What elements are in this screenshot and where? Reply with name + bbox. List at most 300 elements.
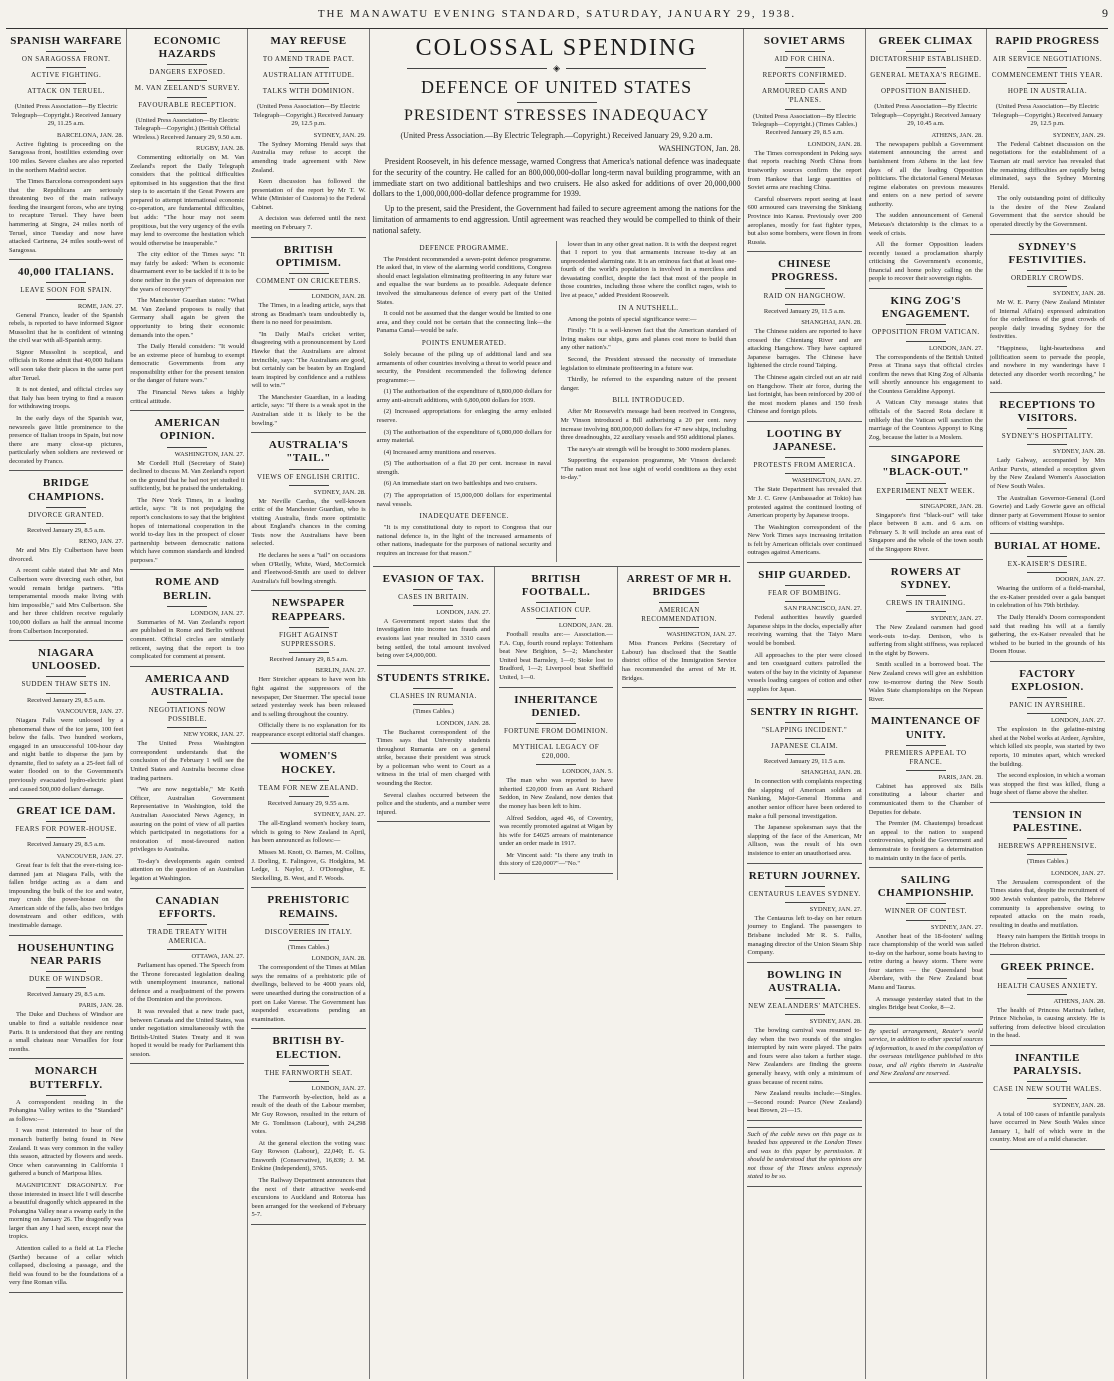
article <box>9 266 123 471</box>
divider <box>536 602 576 603</box>
divider <box>1027 572 1067 573</box>
article <box>747 870 861 963</box>
article-paragraph: The Railway Department announces that the next of their attractive week-end excursions to Auckland and Rotorua has been arranged for the weekend of February 5-7. <box>251 1177 366 1219</box>
article-subheadline: PANIC IN AYRSHIRE. <box>1009 701 1086 710</box>
article-paragraph: Football results are:— Association.—F.A. Cup, fourth round replays: Tottenham beat New Brighton, 5—2; Manchester United beat Barnsley, 1—0; Stoke lost to Bradford, 1—2; Liverpool beat Sheffield United, 1—0. <box>499 631 613 681</box>
divider <box>46 987 86 988</box>
article-separator <box>130 569 244 570</box>
article-footnote: Such of the cable news on this page as is headed has appeared in the London Times and was to this paper by permission. It should be understood that the opinions are not those of the Times unless expressly stated to be so. <box>747 1127 861 1182</box>
article <box>990 961 1105 1046</box>
article-paragraph: The Duke and Duchess of Windsor are unable to find a suitable residence near Paris. It is understood that they are renting a small chateau near Versailles for four months. <box>9 1011 124 1053</box>
divider <box>46 51 86 52</box>
article-paragraph: The Bucharest correspondent of the Times says that University students throughout Rumania are on a general strike, because their president was struck by a policeman who went to Court as a witness in the trial of men charged with wounding the Rector. <box>376 728 491 787</box>
article-subheadline: OPPOSITION BANISHED. <box>880 87 971 96</box>
divider <box>289 1081 329 1082</box>
article-paragraph: A correspondent residing in the Pohangina Valley writes to the "Standard" as follows:— <box>9 1098 124 1123</box>
article-subheadline: ARMOURED CARS AND 'PLANES. <box>762 87 848 105</box>
article-subheadline: JAPANESE CLAIM. <box>771 741 839 750</box>
article-separator <box>130 666 244 667</box>
article-subheadline: FAVOURABLE RECEPTION. <box>138 100 237 109</box>
article <box>869 35 983 289</box>
divider <box>413 688 453 689</box>
article-headline: INHERITANCE DENIED. <box>514 693 598 719</box>
article-subheadline: VIEWS OF ENGLISH CRITIC. <box>257 472 361 481</box>
article-separator <box>130 888 244 889</box>
article-credit: Received January 29, 11.5 a.m. <box>763 307 846 315</box>
article-separator <box>990 661 1105 662</box>
article-paragraph: To-day's developments again centred attention on the question of an Australian legation at Washington. <box>130 857 245 882</box>
article-separator <box>747 863 861 864</box>
divider <box>46 676 86 677</box>
article-separator <box>990 954 1105 955</box>
article-paragraph: Great fear is felt that the ever-rising ice-damned jam at Niagara Falls, with the fallen bridge acting as a dam and impounding the bulk of the ice and water, may crush the power-house on the American side of the falls, also two bridges downstream and other edifices, with inestimable damage. <box>9 861 124 929</box>
article-subheadline: SYDNEY'S HOSPITALITY. <box>1001 432 1094 441</box>
article-subheadline: ATTACK ON TERUEL. <box>27 87 105 96</box>
divider <box>517 102 597 103</box>
article-headline: EVASION OF TAX. <box>382 572 485 585</box>
article-dateline: SYDNEY, JAN. 27. <box>930 615 983 623</box>
divider <box>906 595 946 596</box>
article-headline: SPANISH WARFARE <box>10 35 122 47</box>
article-separator <box>869 708 983 709</box>
article-paragraph: The correspondents of the British United Press at Tirana says that official circles confirm the news that King Zog of Albania will shortly announce his engagement to the Countess Geraldine Apponyi. <box>868 353 983 395</box>
article-separator <box>499 873 613 874</box>
article <box>747 569 861 699</box>
lead-headline: COLOSSAL SPENDING <box>415 35 698 61</box>
article-subheadline: EX-KAISER'S DESIRE. <box>1007 560 1088 569</box>
lead-subheadline: DEFENCE OF UNITED STATES <box>421 77 693 97</box>
article <box>377 672 491 823</box>
divider <box>906 770 946 771</box>
article-headline: NEWSPAPER REAPPEARS. <box>271 597 346 623</box>
divider <box>536 723 576 724</box>
article-paragraph: A recent cable stated that Mr and Mrs Culbertson were divorcing each other, but would remain bridge partners. "His temperamental moods make living with him impossible," said Mrs Culbertson. She and her three children receive regularly 100,000 dollars as half the annual income from Culbertson Incorporated. <box>9 567 124 635</box>
article-separator <box>747 1120 861 1121</box>
article <box>9 647 123 799</box>
article-separator <box>251 887 365 888</box>
divider <box>289 99 329 100</box>
divider <box>536 764 576 765</box>
divider <box>167 64 207 65</box>
divider <box>906 341 946 342</box>
article-dateline: LONDON, JAN. 5. <box>562 768 613 776</box>
divider <box>1027 994 1067 995</box>
article-paragraph: The Chinese raiders are reported to have crossed the Chientang River and are attacking Hangchow. They have captured Japanese barrages. The Chinese have lightened the circle round Taiping. <box>747 328 862 370</box>
article-headline: BRITISH BY-ELECTION. <box>272 1035 345 1061</box>
article-paragraph: Officially there is no explanation for its reappearance except editorial staff changes. <box>251 722 366 738</box>
bottom-column <box>618 567 741 880</box>
article <box>747 706 861 864</box>
article-dateline: LONDON, JAN. 27. <box>436 608 491 616</box>
article-paragraph: The New York Times, in a leading article, says: "It is not prejudging the report's conclusions to say that the brightest hopes of international cooperation in the world to-day lies in the prospect of closer partnership between democratic nations which have common standards and kindred purposes." <box>130 496 245 564</box>
article-subheadline: FORTUNE FROM DOMINION. <box>503 726 609 735</box>
article-dateline: DOORN, JAN. 27. <box>1055 576 1106 584</box>
article <box>251 439 365 591</box>
article <box>869 715 983 868</box>
article-paragraph: Careful observers report seeing at least 600 armoured cars traversing the Sinkiang Province into Kansu. Previously over 200 aeroplanes, mostly for fast fighter types, but also some bombers, were flown in from Russia. <box>747 195 862 246</box>
section-paragraph: (1) The authorisation of the expenditure of 8,800,000 dollars for army anti-aircraft additions, with 6,800,000 dollars for 1939. <box>376 388 552 404</box>
article-credit: (United Press Association—By Electric Telegraph—Copyright.) (Times Cables.) Received January 29, 8.5 a.m. <box>751 112 858 137</box>
divider <box>289 780 329 781</box>
divider <box>289 924 329 925</box>
article <box>251 244 365 434</box>
article-separator <box>130 1063 244 1064</box>
article-paragraph: The Financial News takes a highly critical attitude. <box>130 389 245 405</box>
column-1 <box>6 29 127 1379</box>
article-headline: INFANTILE PARALYSIS. <box>1013 1052 1082 1078</box>
divider <box>46 83 86 84</box>
article-paragraph: Commenting editorially on M. Van Zeeland's report the Daily Telegraph considers that the political difficulties epitomised in his suggestion that the first step is to ascertain if the Great Powers are prepared to attempt international economic co-operation, are fundamental difficulties, but adds: "The hour may not seem propitious, but the very urgency of the evils may lend to overcome the hesitation which would otherwise be insuperable." <box>130 153 245 247</box>
article-paragraph: The Premier (M. Chautemps) broadcast an appeal to the nation to suspend controversies, uphold the Government and demonstrate to foreigners a determination to maintain unity in the face of perils. <box>868 820 983 862</box>
article-paragraph: Alfred Seddon, aged 46, of Coventry, was recently promoted against at Wigan by his wife for £4025 arrears of maintenance under an order made in 1917. <box>499 814 613 848</box>
divider <box>1027 556 1067 557</box>
article-subheadline: CLASHES IN RUMANIA. <box>390 691 477 700</box>
article-subheadline: M. VAN ZEELAND'S SURVEY. <box>134 84 240 93</box>
article-subheadline: GENERAL METAXA'S REGIME. <box>870 71 982 80</box>
section-paragraph: After Mr Roosevelt's message had been received in Congress, Mr Vinson introduced a Bill authorising a 20 per cent. navy increase involving 800,000,000 dollars for 47 new ships, including three dreadnoughts, 22 auxiliary vessels and 950 additional planes. <box>560 408 737 442</box>
article-dateline: SYDNEY, JAN. 28. <box>1052 290 1106 298</box>
article-dateline: ROME, JAN. 27. <box>77 302 124 310</box>
article-paragraph: Mr and Mrs Ely Culbertson have been divorced. <box>9 547 124 563</box>
ornament-icon: ◈ <box>553 63 561 73</box>
article-paragraph: Active fighting is proceeding on the Saragossa front, hostilities extending over 100 miles. Severe clashes are also reported in the northern Madrid sector. <box>9 140 124 174</box>
article-subheadline: TO AMEND TRADE PACT. <box>262 55 355 64</box>
article-dateline: LONDON, JAN. 27. <box>190 609 245 617</box>
article-headline: ARREST OF MR H. BRIDGES <box>626 572 732 598</box>
article-subheadline: CASE IN NEW SOUTH WALES. <box>993 1085 1102 1094</box>
article-headline: SHIP GUARDED. <box>758 569 851 582</box>
article-dateline: WASHINGTON, JAN. 27. <box>791 477 862 485</box>
article-subheadline: AUSTRALIAN ATTITUDE. <box>262 71 355 80</box>
article-headline: BRITISH OPTIMISM. <box>275 243 342 269</box>
article-headline: BOWLING IN AUSTRALIA. <box>767 968 843 994</box>
divider <box>785 902 825 903</box>
divider <box>906 83 946 84</box>
section-paragraph: Thirdly, he referred to the expanding nature of the present danger. <box>560 376 737 392</box>
divider <box>906 324 946 325</box>
article <box>130 35 244 411</box>
article-dateline: LONDON, JAN. 28. <box>311 293 366 301</box>
lead-dateline: WASHINGTON, Jan. 28. <box>658 144 741 153</box>
article-separator <box>990 234 1105 235</box>
article <box>869 453 983 559</box>
article-separator <box>869 288 983 289</box>
article-separator <box>251 237 365 238</box>
article-headline: STUDENTS STRIKE. <box>376 671 491 684</box>
article-separator <box>990 1149 1105 1150</box>
article-paragraph: It is not denied, and official circles say that Italy has been trying to find a reason for withdrawing troops. <box>9 386 124 411</box>
divider <box>413 589 453 590</box>
article-paragraph: The Daily Herald considers: "It would be an extreme piece of humbug to exempt democratic Governments from any responsibility either for the present tension or the danger of future wars." <box>130 343 245 385</box>
divider <box>1027 286 1067 287</box>
masthead-title: THE MANAWATU EVENING STANDARD, SATURDAY, JANUARY 29, 1938. <box>317 8 797 20</box>
article-paragraph: Mr W. E. Parry (New Zealand Minister of Internal Affairs) expressed admiration for the orderliness of the great crowds of people daily invading Sydney for the festivities. <box>989 299 1106 341</box>
article-headline: SAILING CHAMPIONSHIP. <box>877 874 974 900</box>
divider <box>785 886 825 887</box>
article-separator <box>9 470 123 471</box>
article-subheadline: HEALTH CAUSES ANXIETY. <box>997 981 1098 990</box>
divider <box>289 83 329 84</box>
article-separator <box>747 421 861 422</box>
article-dateline: PARIS, JAN. 28. <box>78 1002 124 1010</box>
article-paragraph: The correspondent of the Times at Milan says the remains of a prehistoric pile of dwellings, believed to be 4000 years old, were unearthed during the construction of a port on Lake Varese. The Government has suspended excavations pending an examination. <box>251 964 366 1023</box>
article <box>9 477 123 641</box>
article <box>251 35 365 238</box>
article-subheadline: NEGOTIATIONS NOW POSSIBLE. <box>148 706 227 724</box>
article-separator <box>251 743 365 744</box>
article-paragraph: The State Department has revealed that Mr J. C. Grew (Ambassador at Tokio) has protested against the continued looting of American property by Japanese troops. <box>747 486 862 520</box>
divider <box>906 99 946 100</box>
divider <box>785 738 825 739</box>
article-subheadline: AIR SERVICE NEGOTIATIONS. <box>992 55 1103 64</box>
article-paragraph: The only outstanding point of difficulty is the desire of the New Zealand Government that the service should be operated directly by the Government. <box>989 195 1106 228</box>
article-credit: Received January 29, 8.5 a.m. <box>26 696 106 704</box>
article <box>990 668 1105 803</box>
bottom-column <box>373 567 496 880</box>
article-paragraph: Federal authorities heavily guarded Japanese ships in the docks, especially after receiving warning that the Taiyo Maru would be bombed. <box>747 614 862 648</box>
article-credit: Received January 29, 8.5 a.m. <box>26 526 106 534</box>
section-paragraph: Second, the President stressed the necessity of immediate legislation to eliminate profiteering in a future war. <box>560 356 737 372</box>
article-headline: ECONOMIC HAZARDS <box>153 35 221 61</box>
article-dateline: SYDNEY, JAN. 27. <box>930 923 983 931</box>
article <box>747 969 861 1121</box>
article-separator <box>747 699 861 700</box>
article-subheadline: CASES IN BRITAIN. <box>398 592 469 601</box>
divider <box>289 469 329 470</box>
divider <box>1027 99 1067 100</box>
divider <box>785 1014 825 1015</box>
article <box>251 750 365 888</box>
article-headline: LOOTING BY JAPANESE. <box>766 427 843 454</box>
article-dateline: BARCELONA, JAN. 28. <box>56 131 124 139</box>
article <box>377 573 491 666</box>
article-headline: GREEK CLIMAX <box>878 35 973 47</box>
article-paragraph: A Vatican City message states that officials of the Sacred Rota declare it unlikely that the Vatican will sanction the marriage of the Countess Apponyi to King Zog, because the latter is a Moslem. <box>868 399 983 441</box>
article <box>990 399 1105 534</box>
article-headline: 40,000 ITALIANS. <box>18 266 115 279</box>
divider <box>46 693 86 694</box>
lead-credit: (United Press Association.—By Electric Telegraph.—Copyright.) Received January 29, 9.20 a.m. <box>400 131 713 140</box>
article-separator <box>9 935 123 936</box>
article-paragraph: MAGNIFICENT DRAGONFLY. For those interested in insect life I will describe a beautiful dragonfly which appeared in the Pohangina Valley near a swamp early in the morning on January 26. The dragonfly was larger than any I had seen, except near the tropics. <box>9 1181 124 1241</box>
divider <box>785 585 825 586</box>
article <box>9 805 123 935</box>
article-separator <box>990 533 1105 534</box>
article-separator <box>747 1186 861 1187</box>
article-subheadline: FEAR OF BOMBING. <box>768 589 842 598</box>
article-dateline: LONDON, JAN. 27. <box>1051 869 1106 877</box>
article-dateline: SYDNEY, JAN. 28. <box>1052 448 1106 456</box>
masthead <box>6 6 1108 29</box>
article <box>130 673 244 889</box>
article <box>990 540 1105 662</box>
article-headline: ROWERS AT SYDNEY. <box>890 565 961 591</box>
section-paragraph: (2) Increased appropriations for enlarging the army enlisted reserve. <box>376 408 552 425</box>
section-heading: POINTS ENUMERATED. <box>421 338 507 347</box>
divider <box>289 652 329 653</box>
article <box>990 809 1105 956</box>
divider <box>1027 428 1067 429</box>
article <box>251 1035 365 1225</box>
divider <box>413 605 453 606</box>
article-subheadline: EXPERIMENT NEXT WEEK. <box>876 486 976 495</box>
article-headline: GREEK PRINCE. <box>1000 961 1095 974</box>
article <box>747 258 861 422</box>
article-dateline: LONDON, JAN. 27. <box>311 1084 366 1092</box>
article-dateline: SYDNEY, JAN. 28. <box>1052 1101 1106 1109</box>
article <box>869 1024 983 1084</box>
article-dateline: SINGAPORE, JAN. 28. <box>919 502 983 510</box>
article-paragraph: I was most interested to hear of the monarch butterfly being found in New Zealand. It was very common in the valley this season, attracted by flowers and seeds. Once when caravanning in California I gathered a bunch of Mariposa lilies. <box>9 1127 124 1178</box>
article-separator <box>869 867 983 868</box>
article-separator <box>130 410 244 411</box>
divider <box>167 727 207 728</box>
article-headline: BRIDGE CHAMPIONS. <box>28 477 105 503</box>
section-paragraph: Among the points of special significance were:— <box>567 315 697 323</box>
article-credit: (United Press Association—By Electric Telegraph—Copyright.) Received January 29, 12.5 p.m. <box>253 103 364 128</box>
article-headline: SOVIET ARMS <box>763 35 846 47</box>
article-paragraph: The Centaurus left to-day on her return journey to England. The passengers to Brisbane included Mr R. S. Fallis, managing director of the Union Steam Ship Company. <box>747 914 862 957</box>
article-paragraph: New Zealand results include:—Singles.—Second round: Pearce (New Zealand) beat Brown, 21—15. <box>747 1090 862 1115</box>
article-paragraph: Herr Streicher appears to have won his fight against the suppressors of the newspaper, Der Stuermer. The special issue seized yesterday week has been released and is selling throughout the country. <box>251 676 366 718</box>
section-paragraph: Solely because of the piling up of additional land and sea armaments of other countries involving a threat to world peace and security, the President recommended the following defence programme:— <box>376 350 552 384</box>
section-paragraph: (7) The appropriation of 15,000,000 dollars for experimental naval vessels. <box>376 492 552 508</box>
divider <box>785 109 825 110</box>
article-headline: SYDNEY'S FESTIVITIES. <box>1008 240 1087 266</box>
article-paragraph: Lady Galway, accompanied by Mrs Arthur Purvis, attended a reception given by the New Zealand Women's Association of New South Wales. <box>989 457 1106 491</box>
divider <box>785 83 825 84</box>
article-separator <box>251 590 365 591</box>
divider <box>289 289 329 290</box>
divider <box>906 67 946 68</box>
article-dateline: SYDNEY, JAN. 27. <box>313 811 366 819</box>
divider <box>167 447 207 448</box>
divider <box>1027 270 1067 271</box>
article-paragraph: At the general election the voting was: Guy Rowson (Labour), 22,040; E. G. Ensworth (Conservative), 16,839; J. M. Erskine (Independent), 3765. <box>251 1139 366 1173</box>
article <box>499 694 613 874</box>
article-headline: BURIAL AT HOME. <box>994 539 1101 552</box>
divider <box>906 903 946 904</box>
article-separator <box>9 798 123 799</box>
article-headline: MONARCH BUTTERFLY. <box>29 1065 103 1091</box>
article-separator <box>9 1058 123 1059</box>
divider <box>785 722 825 723</box>
article-paragraph: The health of Princess Marina's father, Prince Nicholas, is causing anxiety. He is suffering from defective blood circulation in the head. <box>989 1006 1106 1040</box>
article-subheadline: PREMIERS APPEAL TO FRANCE. <box>885 748 967 766</box>
section-paragraph: The navy's air strength will be brought to 3000 modern planes. <box>567 445 731 453</box>
article-separator <box>990 392 1105 393</box>
article-paragraph: The Manchester Guardian states: "What M. Van Zeeland proposes is really that Germany shall again be given the opportunity to bring their economic demands into the open." <box>130 297 245 339</box>
article-dateline: WASHINGTON, JAN. 27. <box>174 450 245 458</box>
article-paragraph: The explosion in the gelatine-mixing shed at the Nobel works at Ardeer, Ayrshire, which killed six people, was started by two reports, 10 minutes apart, which wrecked the building. <box>989 726 1106 768</box>
article-paragraph: The Times Barcelona correspondent says that the Republicans are seriously threatening two of the main railways feeding the insurgent forces, who are trying to recapture Teruel. They have been hammering at Singra, 24 miles north of Teruel, since Tuesday and now have attacked Carinena, 24 miles south-west of Saragossa. <box>9 178 124 254</box>
divider <box>289 67 329 68</box>
article-paragraph: Singapore's first "black-out" will take place between 8 a.m. and 6 a.m. on February 5. It will include an area east of Singapore and the whole of the town south of the Singapore River. <box>868 511 983 554</box>
lead-subcolumn-left <box>373 241 557 562</box>
divider <box>167 97 207 98</box>
article-separator <box>499 687 613 688</box>
divider <box>289 485 329 486</box>
article-headline: MAINTENANCE OF UNITY. <box>871 715 981 741</box>
divider <box>1027 978 1067 979</box>
section-paragraph: "It is my constitutional duty to report to Congress that our national defence is, in the light of the increased armaments of other nations, inadequate for the purposes of national security and requires an increase for that reason." <box>376 524 552 558</box>
article-paragraph: The United Press Washington correspondent understands that the conclusion of the February 1 will see the United States and Australia become close trading partners. <box>130 740 245 782</box>
divider <box>167 606 207 607</box>
article <box>499 573 613 688</box>
article <box>9 35 123 260</box>
article-paragraph: The Federal Cabinet discussion on the negotiations for the establishment of a Tasman air mail service has revealed that the remaining difficulties are rapidly being eliminated, says the Sydney Morning Herald. <box>989 140 1106 191</box>
article-paragraph: Wearing the uniform of a field-marshal, the ex-Kaiser presided over a gala banquet in celebration of his 79th birthday. <box>989 585 1106 610</box>
article-subheadline: "SLAPPING INCIDENT." <box>761 725 848 734</box>
divider <box>785 601 825 602</box>
divider <box>785 288 825 289</box>
article-credit: (United Press Association—By Electric Telegraph—Copyright.) Received January 29, 11.25 a.m. <box>11 103 122 128</box>
divider <box>289 1065 329 1066</box>
article-paragraph: The bowling carnival was resumed to-day when the two rounds of the singles interrupted by rain were played. The pairs and fours were also taken a further stage. New Zealanders are finding the greens generally heavy, with only a minimum of grass because of recent rains. <box>747 1027 862 1086</box>
article-paragraph: Signor Mussolini is sceptical, and officials in Rome admit that 40,000 Italians will soon take their places in the same port after Teruel. <box>9 348 124 382</box>
article <box>990 1052 1105 1150</box>
article-paragraph: "We are now negotiable," Mr Keith Officer, Australian Government Representative in Washington, told the Australian Associated News Agency, in assuring on the point of view of all parties which participated in negotiations for a restoration of most-favoured nation privileges to Australia. <box>130 786 245 854</box>
article-separator <box>9 1292 123 1293</box>
article <box>9 942 123 1060</box>
divider <box>659 627 699 628</box>
article-dateline: SHANGHAI, JAN. 28. <box>801 319 862 327</box>
article-subheadline: LEAVE SOON FOR SPAIN. <box>20 286 112 295</box>
divider <box>46 507 86 508</box>
article <box>251 894 365 1029</box>
article-headline: ROME AND BERLIN. <box>155 576 220 602</box>
article-separator <box>747 962 861 963</box>
divider <box>1027 51 1067 52</box>
article-separator <box>747 251 861 252</box>
article-subheadline: CREWS IN TRAINING. <box>886 599 966 608</box>
article-separator <box>251 1028 365 1029</box>
divider <box>785 754 825 755</box>
bottom-column <box>495 567 618 880</box>
article-dateline: ATHENS, JAN. 28. <box>1053 997 1106 1005</box>
article <box>747 428 861 563</box>
article-headline: MAY REFUSE <box>270 35 347 47</box>
divider <box>167 80 207 81</box>
article-subheadline: ORDERLY CROWDS. <box>1010 273 1084 282</box>
article-dateline: LONDON, JAN. 27. <box>1051 717 1106 725</box>
article-paragraph: In connection with complaints respecting the slapping of American soldiers at Nanking, Major-General Homma and another senior officer have been ordered to make a full personal investigation. <box>747 778 862 820</box>
article-subheadline: TRADE TREATY WITH AMERICA. <box>147 927 228 946</box>
section-paragraph: (4) Increased army munitions and reserves. <box>383 448 496 456</box>
article-credit: (United Press Association—By Electric Telegraph—Copyright.) Received January 29, 12.5 p.m. <box>992 103 1103 128</box>
article-separator <box>747 562 861 563</box>
article-headline: RETURN JOURNEY. <box>748 869 861 882</box>
article-credit: Received January 29, 11.5 a.m. <box>763 757 846 765</box>
article-separator <box>869 446 983 447</box>
article-dateline: RENO, JAN. 27. <box>78 538 124 546</box>
article-subheadline: REPORTS CONFIRMED. <box>762 71 847 80</box>
article-headline: KING ZOG'S ENGAGEMENT. <box>881 295 970 321</box>
divider <box>785 998 825 999</box>
column-3 <box>248 29 369 1379</box>
lead-subheadline-2: PRESIDENT STRESSES INADEQUACY <box>403 107 710 124</box>
article-headline: CHINESE PROGRESS. <box>771 258 838 284</box>
center-bottom-articles <box>373 566 741 880</box>
article-subheadline: OPPOSITION FROM VATICAN. <box>872 328 980 337</box>
divider <box>289 51 329 52</box>
column-grid <box>6 29 1108 1379</box>
lead-subcolumns <box>373 241 741 562</box>
article-headline: TENSION IN PALESTINE. <box>1012 808 1083 835</box>
article-headline: SINGAPORE "BLACK-OUT." <box>882 453 970 479</box>
article-paragraph: Cabinet has approved six Bills constituting a labour charter and communicated them to the Chamber of Deputies for debate. <box>868 782 983 816</box>
article-dateline: BERLIN, JAN. 27. <box>315 667 366 675</box>
